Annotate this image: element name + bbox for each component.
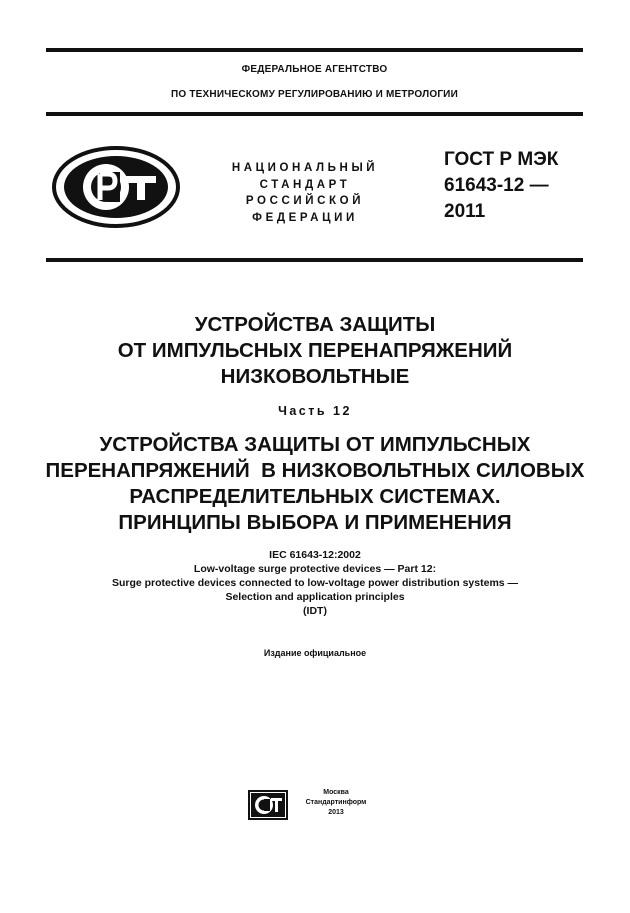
agency-line-1: ФЕДЕРАЛЬНОЕ АГЕНТСТВО	[241, 64, 388, 75]
agency-line-2: ПО ТЕХНИЧЕСКОМУ РЕГУЛИРОВАНИЮ И МЕТРОЛОГИИ	[171, 89, 458, 100]
iec-line-2: Low-voltage surge protective devices — Part 12:	[193, 563, 437, 575]
sub-title-line-3: РАСПРЕДЕЛИТЕЛЬНЫХ СИСТЕМАХ.	[129, 485, 501, 508]
edition-label: Издание официальное	[263, 648, 367, 658]
gost-line-3: 2011	[444, 201, 486, 222]
main-title-line-3: НИЗКОВОЛЬТНЫЕ	[220, 365, 410, 388]
rst-logo-icon	[52, 146, 180, 228]
iec-line-1: IEC 61643-12:2002	[269, 549, 361, 561]
national-line-4: ФЕДЕРАЦИИ	[252, 211, 358, 224]
national-line-3: РОССИЙСКОЙ	[245, 195, 365, 207]
gost-line-2: 61643-12 —	[444, 175, 549, 196]
top-rule	[46, 48, 583, 52]
national-standard-label	[200, 160, 410, 226]
publisher-name: Стандартинформ	[305, 799, 367, 806]
publisher-year: 2013	[328, 809, 344, 816]
publisher-city: Москва	[323, 789, 349, 796]
iec-reference	[30, 548, 600, 618]
main-title	[30, 312, 600, 390]
national-line-2: СТАНДАРТ	[259, 178, 351, 191]
publisher-info	[294, 788, 378, 818]
agency-bottom-rule	[46, 112, 583, 116]
iec-line-5: (IDT)	[303, 605, 327, 617]
iec-line-4: Selection and application principles	[225, 591, 405, 603]
national-line-1: НАЦИОНАЛЬНЫЙ	[231, 162, 379, 174]
main-title-line-1: УСТРОЙСТВА ЗАЩИТЫ	[194, 313, 436, 336]
standartinform-logo-icon	[248, 790, 288, 820]
part-label: Часть 12	[278, 404, 352, 418]
main-title-line-2: ОТ ИМПУЛЬСНЫХ ПЕРЕНАПРЯЖЕНИЙ	[117, 339, 513, 362]
iec-line-3: Surge protective devices connected to low-voltage power distribution systems —	[111, 577, 519, 589]
gost-line-1: ГОСТ Р МЭК	[444, 149, 559, 170]
sub-title-line-2: ПЕРЕНАПРЯЖЕНИЙ В НИЗКОВОЛЬТНЫХ СИЛОВЫХ	[45, 459, 585, 482]
sub-title	[30, 432, 600, 536]
sub-title-line-1: УСТРОЙСТВА ЗАЩИТЫ ОТ ИМПУЛЬСНЫХ	[99, 433, 531, 456]
standard-bottom-rule	[46, 258, 583, 262]
gost-designation	[444, 147, 594, 225]
sub-title-line-4: ПРИНЦИПЫ ВЫБОРА И ПРИМЕНЕНИЯ	[118, 511, 512, 534]
